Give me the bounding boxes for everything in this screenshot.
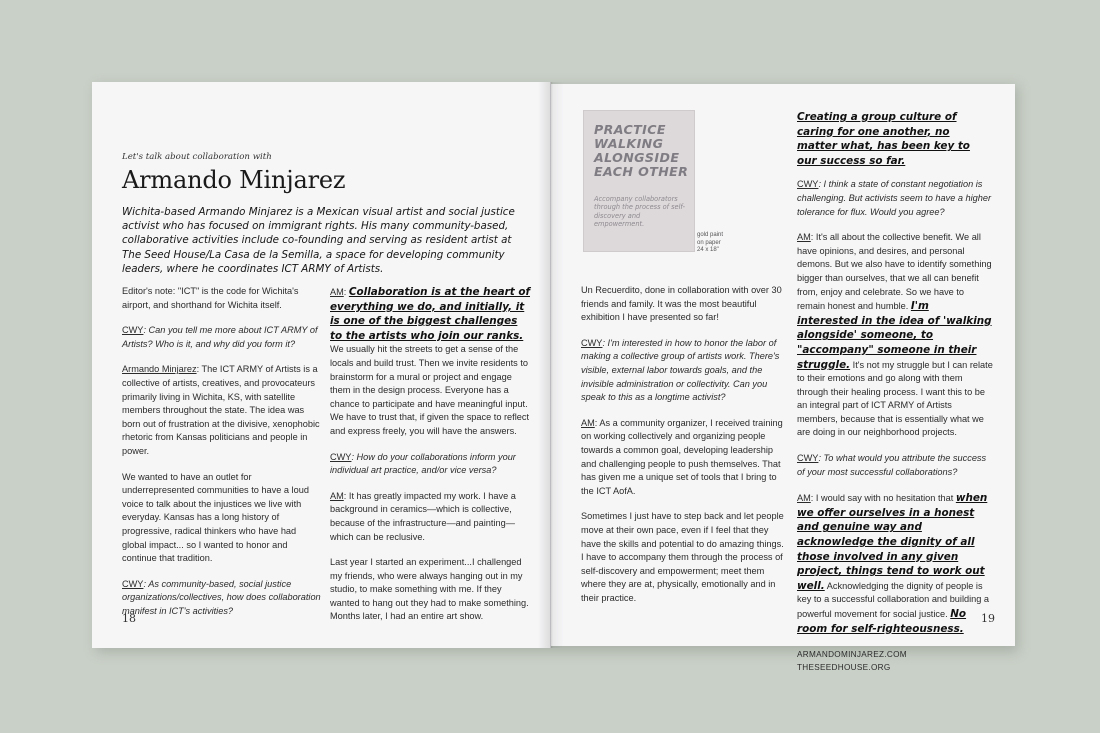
intro-continued: Un Recuerdito, done in collaboration with over 30 friends and family. It was the most beautiful exhibition I have presented so far! bbox=[581, 285, 782, 323]
spine-gutter bbox=[538, 82, 564, 648]
answer-4-continued: Sometimes I just have to step back and let people move at their own pace, even if I feel that they have the skills and potential to do amazing things. I have to accompany them through the process of self-discovery and empowerment; meet them where they are at, physically, emotionally and in their practice. bbox=[581, 511, 784, 603]
lead-quote: Creating a group culture of caring for one another, no matter what, has been key to our success so far. bbox=[797, 111, 970, 167]
web-links bbox=[797, 648, 993, 674]
pull-quote: when we offer ourselves in a honest and genuine way and acknowledge the dignity of all those involved in any given project, things tend to work out well. bbox=[797, 492, 988, 592]
speaker: CWY bbox=[797, 453, 819, 464]
speaker: AM bbox=[797, 232, 811, 243]
page-title: Armando Minjarez bbox=[122, 166, 346, 194]
question-1: CWY: Can you tell me more about ICT ARMY of Artists? Who is it, and why did you form it? bbox=[122, 325, 318, 349]
answer-1: Armando Minjarez: The ICT ARMY of Artists is a collective of artists, creatives, and provocateurs primarily living in Wichita, KS, with satellite members throughout the state. The idea was born out of frustration at the divisive, xenophobic rhetoric from Kansas politicians and people in power. bbox=[122, 364, 320, 456]
kicker: Let's talk about collaboration with bbox=[122, 152, 272, 162]
right-column-1 bbox=[581, 284, 786, 617]
artwork-caption: gold paint on paper 24 x 18" bbox=[697, 232, 724, 254]
intro-paragraph: Wichita-based Armando Minjarez is a Mexican visual artist and social justice activist who has focused on immigrant rights. His many community-based, collaborative activities include co-founding and serving as resident artist at The Seed House/La Casa de la Semilla, a space for developing community leaders, where he coordinates ICT ARMY of Artists. bbox=[122, 206, 515, 275]
answer-3: AM: It has greatly impacted my work. I have a background in ceramics—which is collective, because of the infrastructure—and painting—which can be reclusive. bbox=[330, 490, 516, 542]
link-theseedhouse[interactable]: THESEEDHOUSE.ORG bbox=[797, 663, 891, 673]
link-armandominjarez[interactable]: ARMANDOMINJAREZ.COM bbox=[797, 650, 907, 660]
speaker: CWY bbox=[797, 179, 819, 190]
right-page bbox=[551, 84, 1015, 673]
speaker: CWY bbox=[330, 451, 352, 462]
right-column-2 bbox=[797, 110, 993, 674]
answer-6: AM: I would say with no hesitation that when we offer ourselves in a honest and genuine way and acknowledge the dignity of all those involved in any given project, things tend to work out well. Acknowledging the dignity of people is key to a successful collaboration and building a powerful movement for social justice. No room for self-righteousness. bbox=[797, 492, 990, 635]
page-number-left: 18 bbox=[122, 612, 136, 625]
question-5: CWY: I think a state of constant negotiation is challenging. But activists seem to have a higher tolerance for flux. Would you agree? bbox=[797, 179, 992, 217]
artwork-title: PRACTICE WALKING ALONGSIDE EACH OTHER bbox=[594, 122, 689, 179]
speaker: CWY bbox=[581, 337, 603, 348]
pull-quote: I'm interested in the idea of 'walking alongside' someone, to "accompany" someone in their struggle. bbox=[797, 300, 992, 371]
speaker: CWY bbox=[122, 578, 144, 589]
pull-quote: Collaboration is at the heart of everything we do, and initially, it is one of the biggest challenges to the artists who join our ranks. bbox=[330, 286, 530, 342]
speaker: CWY bbox=[122, 325, 144, 336]
question-3: CWY: How do your collaborations inform your individual art practice, and/or vice versa? bbox=[330, 451, 516, 476]
answer-1-continued: We wanted to have an outlet for underrepresented communities to have a loud voice to talk about the injustices we live with everyday. Kansas has a long history of progressive, radical thinkers who have had global impact... so I wanted to honor and continue that tradition. bbox=[122, 471, 309, 564]
artwork-subtitle: Accompany collaborators through the process of self-discovery and empowerment. bbox=[594, 195, 686, 229]
speaker: AM bbox=[330, 287, 344, 297]
editors-note: Editor's note: "ICT" is the code for Wichita's airport, and shorthand for Wichita itself. bbox=[122, 286, 299, 310]
answer-2: AM: Collaboration is at the heart of everything we do, and initially, it is one of the biggest challenges to the artists who join our ranks. We usually hit the streets to get a sense of the locals and build trust. Then we invite residents to brainstorm for a mural or project and engage them in the design process. Everyone has a chance to participate and have meaningful input. We have to trust that, if given the space to reflect and express freely, you will have the answers. bbox=[330, 286, 530, 436]
page-number-right: 19 bbox=[981, 612, 995, 625]
answer-3-continued: Last year I started an experiment...I challenged my friends, who were always hanging out in my studio, to make something with me. If they wanted to hang out they had to make something. Months later, I had an entire art show. bbox=[330, 557, 529, 622]
left-column-2 bbox=[330, 285, 530, 636]
question-2: CWY: As community-based, social justice organizations/collectives, how does collaboration manifest in ICT's activities? bbox=[122, 578, 321, 616]
pull-quote: No room for self-righteousness. bbox=[797, 608, 967, 635]
speaker: Armando Minjarez bbox=[122, 364, 197, 375]
answer-4: AM: As a community organizer, I received training on working collectively and organizing people towards a common goal, developing leadership and challenging people to push themselves. That has given me a unique set of tools that I bring to the ICT AofA. bbox=[581, 417, 783, 496]
speaker: AM bbox=[797, 493, 811, 504]
question-4: CWY: I'm interested in how to honor the labor of making a collective group of artists work. There's visible, external labor towards goals, and the invisible administration or collectivity. Can you speak to this as a longtime activist? bbox=[581, 337, 780, 403]
left-column-1 bbox=[122, 285, 322, 630]
speaker: AM bbox=[330, 490, 344, 501]
left-page bbox=[92, 82, 551, 648]
answer-5: AM: It's all about the collective benefit. We all have opinions, and desires, and personal demons. But we also have to identify something bigger than ourselves, that we all can benefit from, enjoy and celebrate. So we have to remain honest and humble. I'm interested in the idea of 'walking alongside' someone, to "accompany" someone in their struggle. It's not my struggle but I can relate to their emotions and go along with them through their healing process. I want this to be an integral part of ICT ARMY of Artists members, because that is essentially what we are doing in our neighborhood projects. bbox=[797, 232, 993, 438]
artwork-image bbox=[583, 110, 695, 252]
question-6: CWY: To what would you attribute the success of your most successful collaborations? bbox=[797, 453, 987, 477]
speaker: AM bbox=[581, 417, 595, 428]
